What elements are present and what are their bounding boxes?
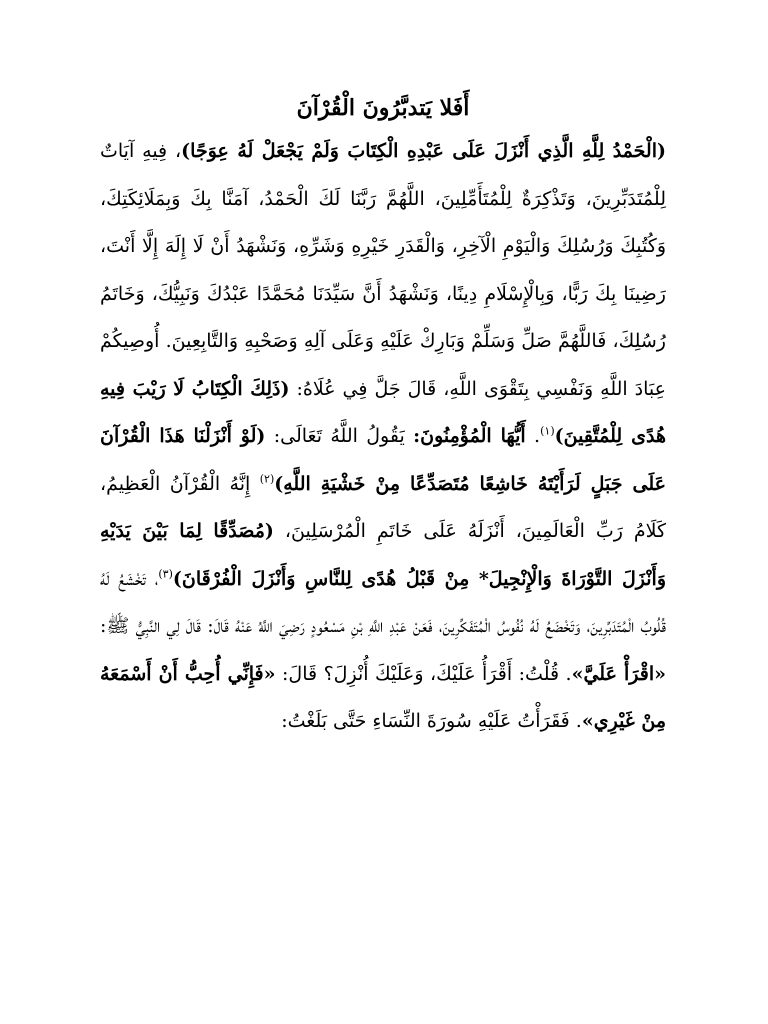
document-page: [100, 88, 666, 746]
body-paragraph: [100, 128, 666, 746]
paragraph-text: ، فِيهِ آيَاتٌ لِلْمُتَدَبِّرِينَ، وَتَذْكِرَةٌ لِلْمُتَأَمِّلِينَ، اللَّهُمَّ رَبَّنَا لَكَ الْحَمْدُ، آمَنَّا بِكَ وَبِمَلَائِكَتِكَ، وَكُتُبِكَ وَرُسُلِكَ وَالْيَوْمِ الْآخِرِ، وَالْقَدَرِ خَيْرِهِ وَشَرِّهِ، وَنَشْهَدُ أَنْ لَا إِلَهَ إِلَّا أَنْتَ، رَضِينَا بِكَ رَبًّا، وَبِالْإِسْلَامِ دِينًا، وَنَشْهَدُ أَنَّ سَيِّدَنَا مُحَمَّدًا عَبْدُكَ وَنَبِيُّكَ، وَخَاتَمُ رُسُلِكَ، فَاللَّهُمَّ صَلِّ وَسَلِّمْ وَبَارِكْ عَلَيْهِ وَعَلَى آلِهِ وَصَحْبِهِ وَالتَّابِعِينَ. أُوصِيكُمْ عِبَادَ اللَّهِ وَنَفْسِي بِتَقْوَى اللَّهِ، قَالَ جَلَّ فِي عُلَاهُ:: [100, 140, 667, 400]
footnote-marker: (١): [540, 424, 555, 438]
quran-verse: (لَوْ أَنْزَلْنَا هَذَا الْقُرْآنَ عَلَى جَبَلٍ لَرَأَيْتَهُ خَاشِعًا مُتَصَدِّعًا مِنْ خَشْيَةِ اللَّهِ): [100, 425, 666, 495]
paragraph-text: . فَقَرَأْتُ عَلَيْهِ سُورَةَ النِّسَاءِ حَتَّى بَلَغْتُ:: [281, 710, 582, 732]
paragraph-text: .: [525, 425, 541, 447]
hadith-quote: «فَإِنِّي أُحِبُّ أَنْ أَسْمَعَهُ مِنْ غَيْرِي»: [100, 662, 666, 732]
paragraph-text: إِنَّهُ الْقُرْآنُ الْعَظِيمُ، كَلَامُ رَبِّ الْعَالَمِينَ، أَنْزَلَهُ عَلَى خَاتَمِ الْمُرْسَلِينَ،: [100, 472, 666, 542]
quran-verse: (الْحَمْدُ لِلَّهِ الَّذِي أَنْزَلَ عَلَى عَبْدِهِ الْكِتَابَ وَلَمْ يَجْعَلْ لَهُ عِوَجًا): [181, 140, 666, 162]
quran-verse: (ذَلِكَ الْكِتَابُ لَا رَيْبَ فِيهِ هُدًى لِلْمُتَّقِينَ): [100, 377, 666, 447]
paragraph-text: . قُلْتُ: أَقْرَأُ عَلَيْكَ، وَعَلَيْكَ أُنْزِلَ؟ قَالَ:: [275, 662, 572, 685]
address-phrase: أَيُّهَا الْمُؤْمِنُونَ:: [413, 425, 526, 447]
paragraph-text: يَقُولُ اللَّهُ تَعَالَى:: [265, 425, 414, 447]
footnote-marker: (٢): [259, 472, 275, 486]
quran-verse: (مُصَدِّقًا لِمَا بَيْنَ يَدَيْهِ وَأَنْزَلَ التَّوْرَاةَ وَالْإِنْجِيلَ* مِنْ قَبْلُ هُدًى لِلنَّاسِ وَأَنْزَلَ الْفُرْقَانَ): [100, 520, 666, 590]
hadith-quote: «اقْرَأْ عَلَيَّ»: [571, 662, 666, 685]
footnote-marker: (٣): [158, 567, 173, 581]
page-title: أَفَلا يَتدبَّرُونَ الْقُرْآنَ: [296, 95, 470, 121]
paragraph-text: ، تَخْشَعُ لَهُ قُلُوبُ الْمُتَدَبِّرِينَ، وَتَخْضَعُ لَهُ نُفُوسُ الْمُتَفَكِّرِينَ، فَعَنْ عَبْدِ اللَّهِ بْنِ مَسْعُودٍ رَضِيَ اللَّهُ عَنْهُ قَالَ: قَالَ لِي النَّبِيُّ ﷺ:: [100, 567, 666, 637]
